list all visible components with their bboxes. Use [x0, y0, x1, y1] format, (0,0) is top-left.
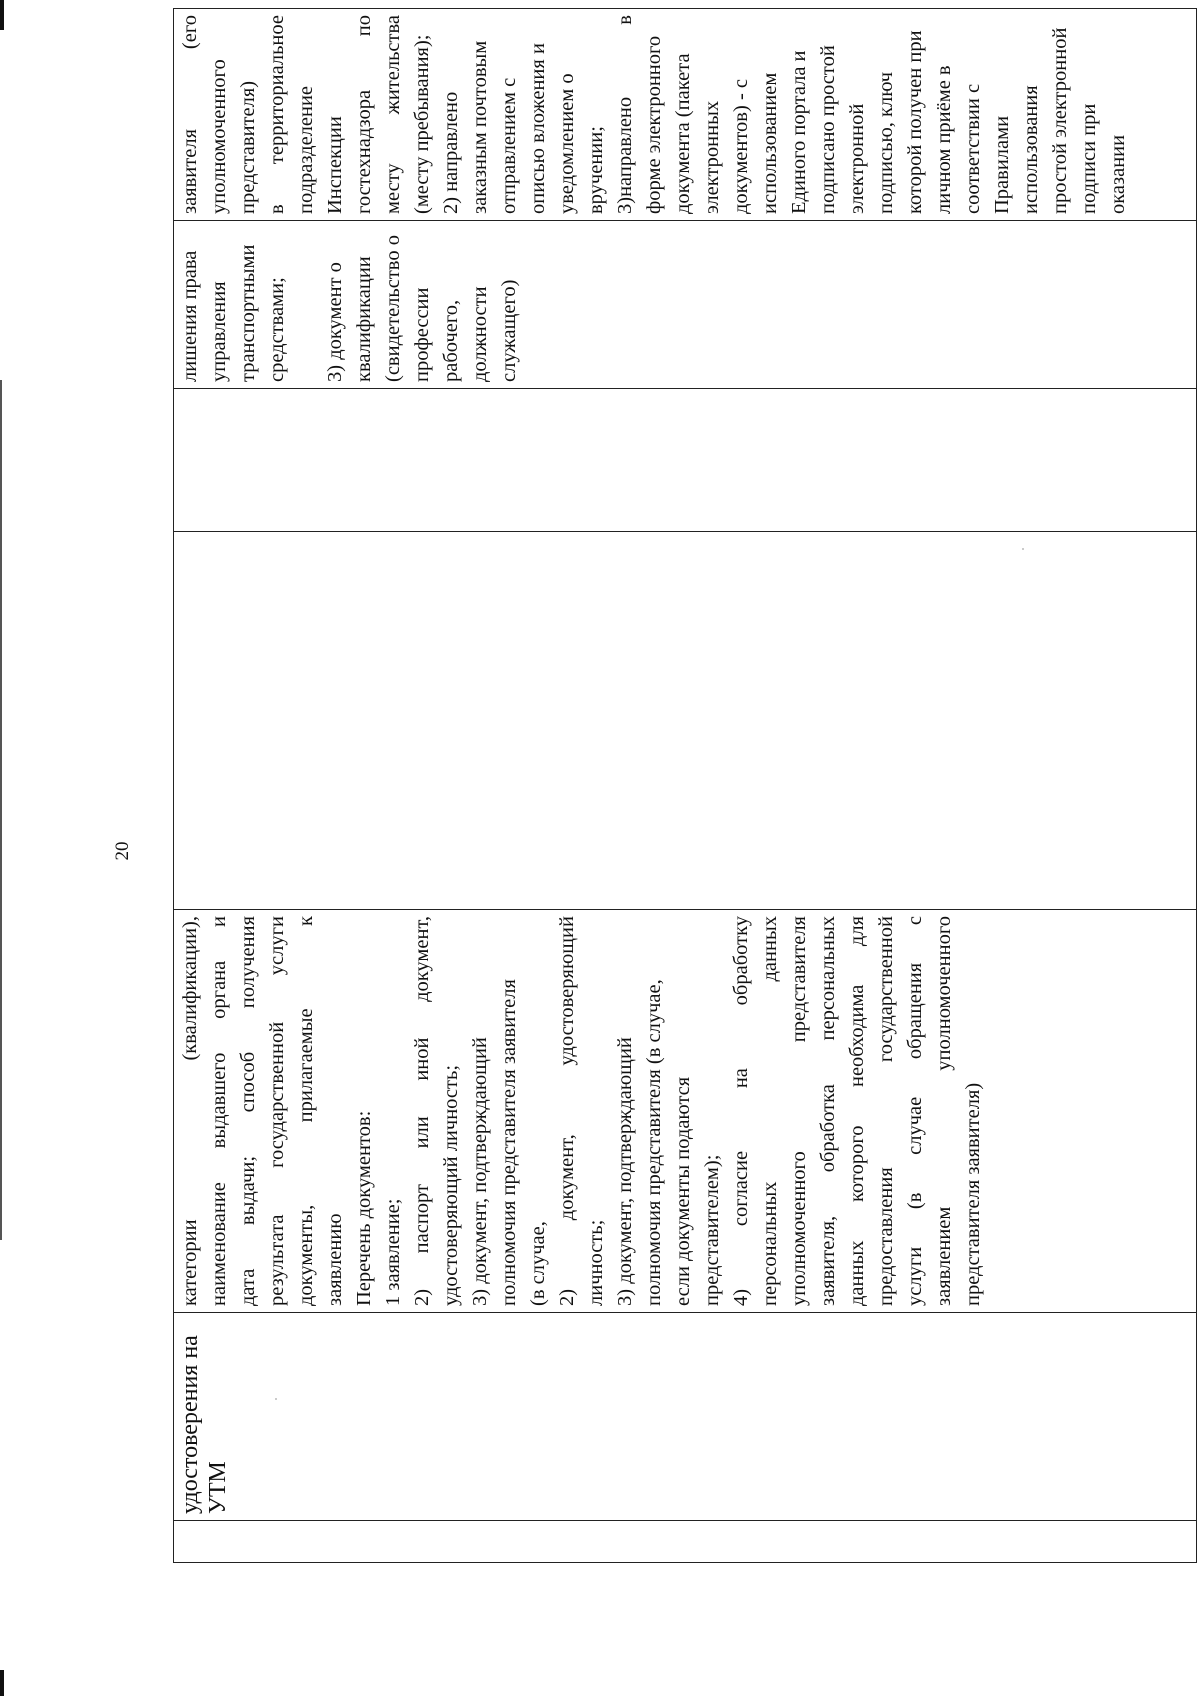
cell-line	[292, 227, 321, 382]
cell-line: оказании	[1107, 134, 1129, 214]
cell-line: 3) документ, подтверждающий	[614, 1037, 636, 1306]
cell-line: документов) - с	[730, 79, 752, 214]
cell-line: подписью, ключ	[875, 71, 897, 214]
cell-line: Перечень документов:	[353, 1110, 375, 1306]
cell-line: профессии	[411, 287, 433, 382]
cell-line: заказным почтовым	[469, 40, 491, 214]
cell-line: УТМ	[205, 1461, 231, 1514]
scan-edge-mark-bottom	[0, 1670, 4, 1696]
cell-line: 3) документ, подтверждающий	[469, 1037, 491, 1306]
cell-line: электронных	[701, 100, 723, 214]
cell-line: личном приёме в	[933, 65, 955, 214]
cell-line: полномочия представителя заявителя	[498, 979, 520, 1306]
document-table	[173, 8, 1197, 1563]
cell-line: документы, прилагаемые к	[295, 916, 317, 1306]
cell-line: уполномоченного	[208, 59, 230, 214]
cell-line: наименование выдавшего органа и	[208, 916, 230, 1306]
cell-line: личность;	[585, 1219, 607, 1306]
cell-line: 2) документ, удостоверяющий	[556, 916, 578, 1306]
cell-line: данных которого необходима для	[846, 916, 868, 1306]
cell-line: подписи при	[1078, 103, 1100, 214]
cell-line: уполномоченного представителя	[788, 916, 810, 1306]
cell-line: если документы подаются	[672, 1076, 694, 1306]
cell-line: (месту пребывания);	[411, 34, 433, 214]
cell-line: форме электронного	[643, 35, 665, 214]
cell-line: 4) согласие на обработку	[730, 916, 752, 1306]
scan-edge-mark-mid	[0, 380, 2, 1240]
cell-line: подписано простой	[817, 45, 839, 214]
cell-line: услуги (в случае обращения с	[904, 916, 926, 1306]
cell-line: заявителя, обработка персональных	[817, 916, 839, 1306]
cell-line: которой получен при	[904, 30, 926, 214]
cell-line: документа (пакета	[672, 53, 694, 214]
cell-line: представителя заявителя)	[962, 1082, 984, 1306]
cell-line: квалификации	[353, 256, 375, 382]
cell-line: (в случае,	[527, 1221, 549, 1306]
cell-line: удостоверения на	[177, 1335, 203, 1514]
cell-line: заявлению	[324, 1213, 346, 1306]
cell-line: представителя)	[237, 80, 259, 214]
cell-line: Единого портала и	[788, 50, 810, 214]
cell-line: в территориальное	[266, 15, 288, 214]
cell-line: Инспекции	[324, 116, 346, 214]
cell-line: простой электронной	[1049, 27, 1071, 214]
cell-line: отправлением с	[498, 77, 520, 214]
cell-line: управления	[208, 281, 230, 382]
cell-line: подразделение	[295, 85, 317, 214]
cell-line: транспортными	[237, 244, 259, 382]
cell-line: служащего)	[498, 279, 520, 382]
table-row	[174, 9, 1197, 1563]
cell-line: 2) паспорт или иной документ,	[411, 916, 433, 1306]
cell-line: уведомлением о	[556, 73, 578, 214]
table-cell-empty	[174, 389, 1197, 532]
table-cell-document-name	[174, 1313, 1197, 1521]
cell-line: заявителя (его	[179, 15, 201, 214]
cell-line: средствами;	[266, 277, 288, 382]
cell-line: 3)направлено в	[614, 15, 636, 214]
table-cell-additional-documents	[174, 221, 1197, 389]
cell-line: месту жительства	[382, 15, 404, 214]
cell-line: Правилами	[991, 115, 1013, 214]
cell-line: гостехнадзора по	[353, 15, 375, 214]
cell-line: персональных данных	[759, 916, 781, 1306]
cell-line: 2) направлено	[440, 91, 462, 214]
cell-line: электронной	[846, 103, 868, 214]
cell-line: результата государственной услуги	[266, 916, 288, 1306]
cell-line: описью вложения и	[527, 43, 549, 214]
cell-line: полномочия представителя (в случае,	[643, 979, 665, 1306]
rotated-table-container	[173, 15, 1197, 1563]
cell-line: удостоверяющий личность;	[440, 1064, 462, 1306]
cell-line: категории (квалификации),	[179, 916, 201, 1306]
cell-line: заявлением уполномоченного	[933, 916, 955, 1306]
cell-line: 1 заявление;	[382, 1198, 404, 1306]
cell-line: предоставления государственной	[875, 916, 897, 1306]
table-cell-submission-method	[174, 9, 1197, 221]
cell-line: дата выдачи; способ получения	[237, 916, 259, 1306]
scan-edge-mark-top	[0, 0, 4, 30]
cell-line: соответствии с	[962, 83, 984, 214]
cell-line: использования	[1020, 85, 1042, 214]
table-cell-index	[174, 1521, 1197, 1563]
table-cell-requirements	[174, 910, 1197, 1313]
cell-line: должности	[469, 286, 491, 382]
cell-line: лишения права	[179, 250, 201, 382]
cell-line: 3) документ о	[324, 262, 346, 382]
cell-line: представителем);	[701, 1154, 723, 1306]
table-cell-empty	[174, 532, 1197, 910]
cell-line: использованием	[759, 72, 781, 214]
page-number: 20	[112, 841, 133, 861]
cell-line: (свидетельство о	[382, 235, 404, 382]
cell-line: вручении;	[585, 126, 607, 214]
cell-line: рабочего,	[440, 299, 462, 382]
